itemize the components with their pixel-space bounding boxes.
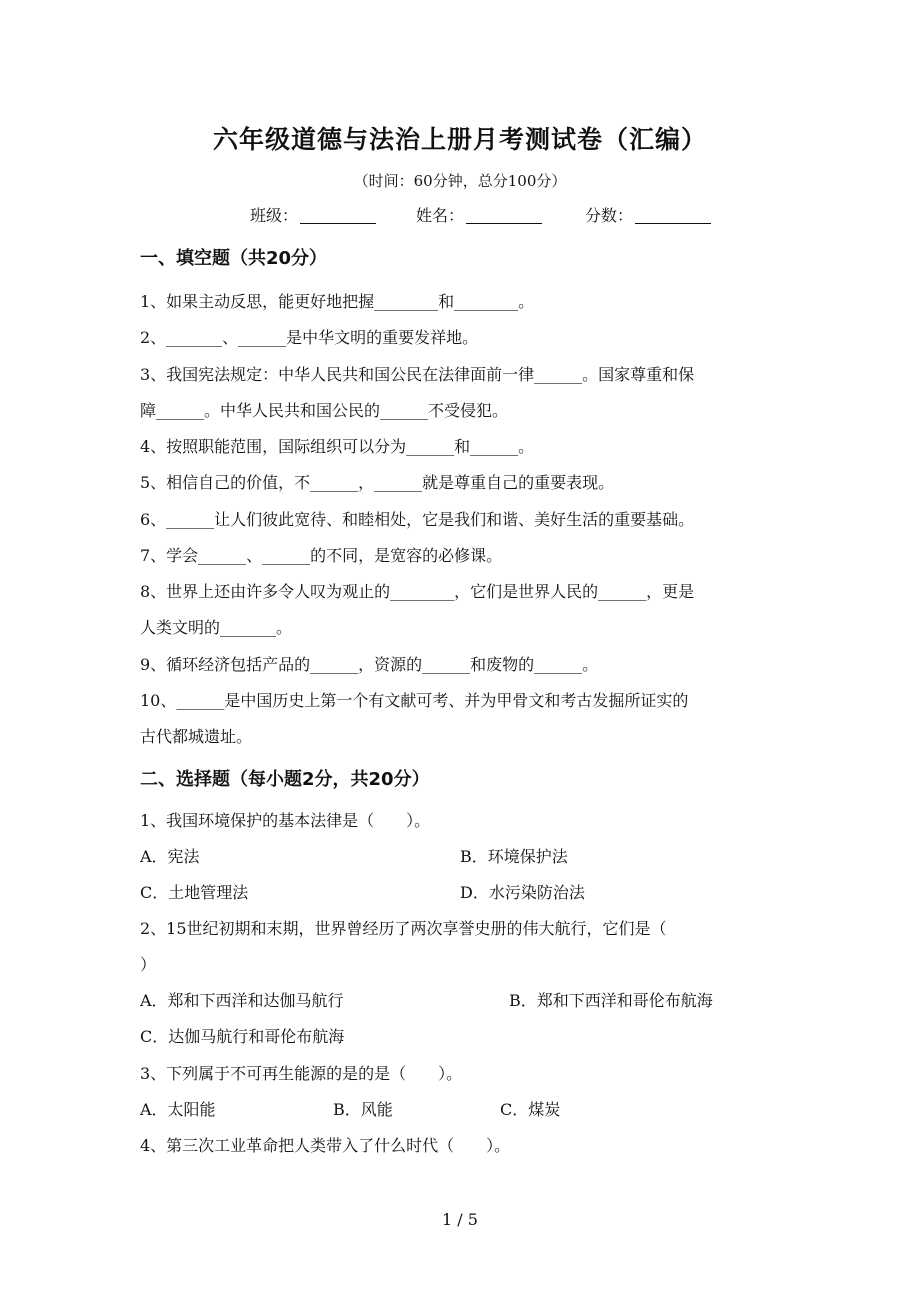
fill-question-8: 8、世界上还由许多令人叹为观止的________，它们是世界人民的______，更是 (140, 582, 695, 601)
section1-heading: 一、填空题（共20分） (140, 248, 328, 269)
score-blank[interactable] (635, 207, 711, 224)
choice-question-3: 3、下列属于不可再生能源的是的是（ ）。 (140, 1064, 463, 1083)
q1-option-b[interactable]: B．环境保护法 (460, 847, 568, 866)
q1-option-a[interactable]: A．宪法 (140, 847, 200, 866)
class-field (250, 203, 376, 226)
fill-question-1: 1、如果主动反思，能更好地把握________和________。 (140, 292, 535, 311)
fill-question-10: 10、______是中国历史上第一个有文献可考、并为甲骨文和考古发掘所证实的 (140, 691, 689, 710)
page-title: 六年级道德与法治上册月考测试卷（汇编） (212, 125, 707, 154)
fill-question-4: 4、按照职能范围，国际组织可以分为______和______。 (140, 437, 535, 456)
fill-question-3: 3、我国宪法规定：中华人民共和国公民在法律面前一律______。国家尊重和保 (140, 365, 695, 384)
q1-option-c[interactable]: C．土地管理法 (140, 883, 249, 902)
fill-question-10-cont: 古代都城遗址。 (140, 727, 253, 746)
fill-question-5: 5、相信自己的价值，不______，______就是尊重自己的重要表现。 (140, 473, 615, 492)
fill-question-8-cont: 人类文明的_______。 (140, 618, 293, 637)
score-field (585, 203, 711, 226)
fill-question-2: 2、_______、______是中华文明的重要发祥地。 (140, 328, 479, 347)
fill-question-9: 9、循环经济包括产品的______，资源的______和废物的______。 (140, 655, 599, 674)
name-field (416, 203, 542, 226)
fill-question-6: 6、______让人们彼此宽待、和睦相处，它是我们和谐、美好生活的重要基础。 (140, 510, 695, 529)
q1-option-d[interactable]: D．水污染防治法 (460, 883, 585, 902)
q3-option-a[interactable]: A．太阳能 (140, 1100, 216, 1119)
fill-question-3-cont: 障______。中华人民共和国公民的______不受侵犯。 (140, 401, 509, 420)
q2-option-a[interactable]: A．郑和下西洋和达伽马航行 (140, 991, 344, 1010)
q2-option-c[interactable]: C．达伽马航行和哥伦布航海 (140, 1027, 345, 1046)
choice-question-2-cont: ） (140, 955, 157, 974)
choice-question-4: 4、第三次工业革命把人类带入了什么时代（ ）。 (140, 1136, 511, 1155)
choice-question-1: 1、我国环境保护的基本法律是（ ）。 (140, 811, 431, 830)
name-label: 姓名： (416, 206, 465, 225)
exam-time-info: （时间：60分钟，总分100分） (353, 172, 567, 190)
q3-option-b[interactable]: B．风能 (333, 1100, 393, 1119)
name-blank[interactable] (466, 207, 542, 224)
q2-option-b[interactable]: B．郑和下西洋和哥伦布航海 (509, 991, 713, 1010)
score-label: 分数： (585, 206, 634, 225)
class-blank[interactable] (300, 207, 376, 224)
q3-option-c[interactable]: C．煤炭 (500, 1100, 561, 1119)
section2-heading: 二、选择题（每小题2分，共20分） (140, 769, 430, 790)
choice-question-2: 2、15世纪初期和末期，世界曾经历了两次享誉史册的伟大航行，它们是（ (140, 919, 667, 938)
class-label: 班级： (250, 206, 299, 225)
page-number: 1 / 5 (442, 1210, 478, 1229)
fill-question-7: 7、学会______、______的不同，是宽容的必修课。 (140, 546, 503, 565)
